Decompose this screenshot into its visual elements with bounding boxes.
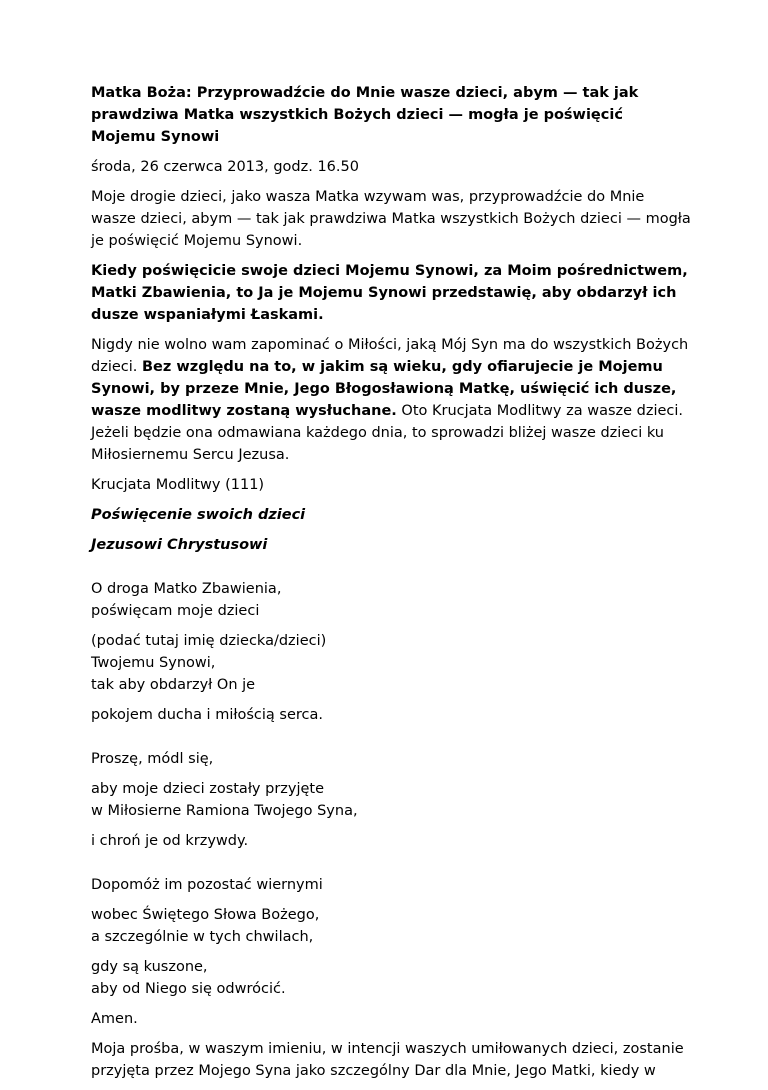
prayer-line: tak aby obdarzył On je: [91, 677, 256, 693]
paragraph-3-part-1: Nigdy nie wolno wam zapominać o Miłości, jaką Mój Syn ma do wszystkich Bożych dzieci.: [91, 337, 689, 375]
spacer: [91, 734, 691, 748]
prayer-line: Dopomóż im pozostać wiernymi: [91, 877, 323, 893]
paragraph-3: [91, 334, 691, 466]
prayer-line: gdy są kuszone,: [91, 959, 208, 975]
prayer-line: aby od Niego się odwrócić.: [91, 981, 286, 997]
spacer: [91, 564, 691, 578]
prayer-line: Twojemu Synowi,: [91, 655, 216, 671]
prayer-line: poświęcam moje dzieci: [91, 603, 260, 619]
prayer-stanza: [91, 748, 691, 770]
paragraph-2: Kiedy poświęcicie swoje dzieci Mojemu Synowi, za Moim pośrednictwem, Matki Zbawienia, to Ja je Mojemu Synowi przedstawię, aby obdarzył ich dusze wspaniałymi Łaskami.: [91, 263, 688, 323]
prayer-stanza: [91, 578, 691, 622]
prayer-stanza: [91, 874, 691, 896]
prayer-line: O droga Matko Zbawienia,: [91, 581, 282, 597]
prayer-stanza: [91, 630, 691, 696]
paragraph-3-part-3: Oto Krucjata Modlitwy za wasze dzieci. Jeżeli będzie ona odmawiana każdego dnia, to sprowadzi bliżej wasze dzieci ku Miłosiernemu Sercu Jezusa.: [91, 403, 684, 463]
message-date: środa, 26 czerwca 2013, godz. 16.50: [91, 159, 359, 175]
prayer-line: (podać tutaj imię dziecka/dzieci): [91, 633, 327, 649]
prayer-stanza: [91, 830, 691, 852]
prayer-amen: Amen.: [91, 1011, 138, 1027]
prayer-stanza: [91, 704, 691, 726]
document-page: [91, 82, 691, 1090]
prayer-stanza: [91, 956, 691, 1000]
prayer-title-line-1: Poświęcenie swoich dzieci: [91, 507, 306, 523]
paragraph-3-bold: Bez względu na to, w jakim są wieku, gdy ofiarujecie je Mojemu Synowi, by przeze Mnie, Jego Błogosławioną Matkę, uświęcić ich dusze, wasze modlitwy zostaną wysłuchane.: [91, 359, 677, 419]
crusade-heading: Krucjata Modlitwy (111): [91, 477, 265, 493]
prayer-line: Proszę, módl się,: [91, 751, 214, 767]
prayer-line: pokojem ducha i miłością serca.: [91, 707, 323, 723]
prayer-line: i chroń je od krzywdy.: [91, 833, 249, 849]
prayer-line: w Miłosierne Ramiona Twojego Syna,: [91, 803, 358, 819]
prayer-line: wobec Świętego Słowa Bożego,: [91, 907, 320, 923]
paragraph-1: Moje drogie dzieci, jako wasza Matka wzywam was, przyprowadźcie do Mnie wasze dzieci, abym — tak jak prawdziwa Matka wszystkich Bożych dzieci — mogła je poświęcić Mojemu Synowi.: [91, 189, 691, 249]
page-title: Matka Boża: Przyprowadźcie do Mnie wasze dzieci, abym — tak jak prawdziwa Matka wszystkich Bożych dzieci — mogła je poświęcić Mojemu Synowi: [91, 85, 639, 145]
prayer-title-line-2: Jezusowi Chrystusowi: [91, 537, 268, 553]
prayer-stanza: [91, 904, 691, 948]
prayer-line: a szczególnie w tych chwilach,: [91, 929, 314, 945]
spacer: [91, 860, 691, 874]
prayer-stanza: [91, 778, 691, 822]
prayer-line: aby moje dzieci zostały przyjęte: [91, 781, 325, 797]
closing-paragraph: Moja prośba, w waszym imieniu, w intencji waszych umiłowanych dzieci, zostanie przyjęta przez Mojego Syna jako szczególny Dar dla Mnie, Jego Matki, kiedy w: [91, 1041, 684, 1079]
